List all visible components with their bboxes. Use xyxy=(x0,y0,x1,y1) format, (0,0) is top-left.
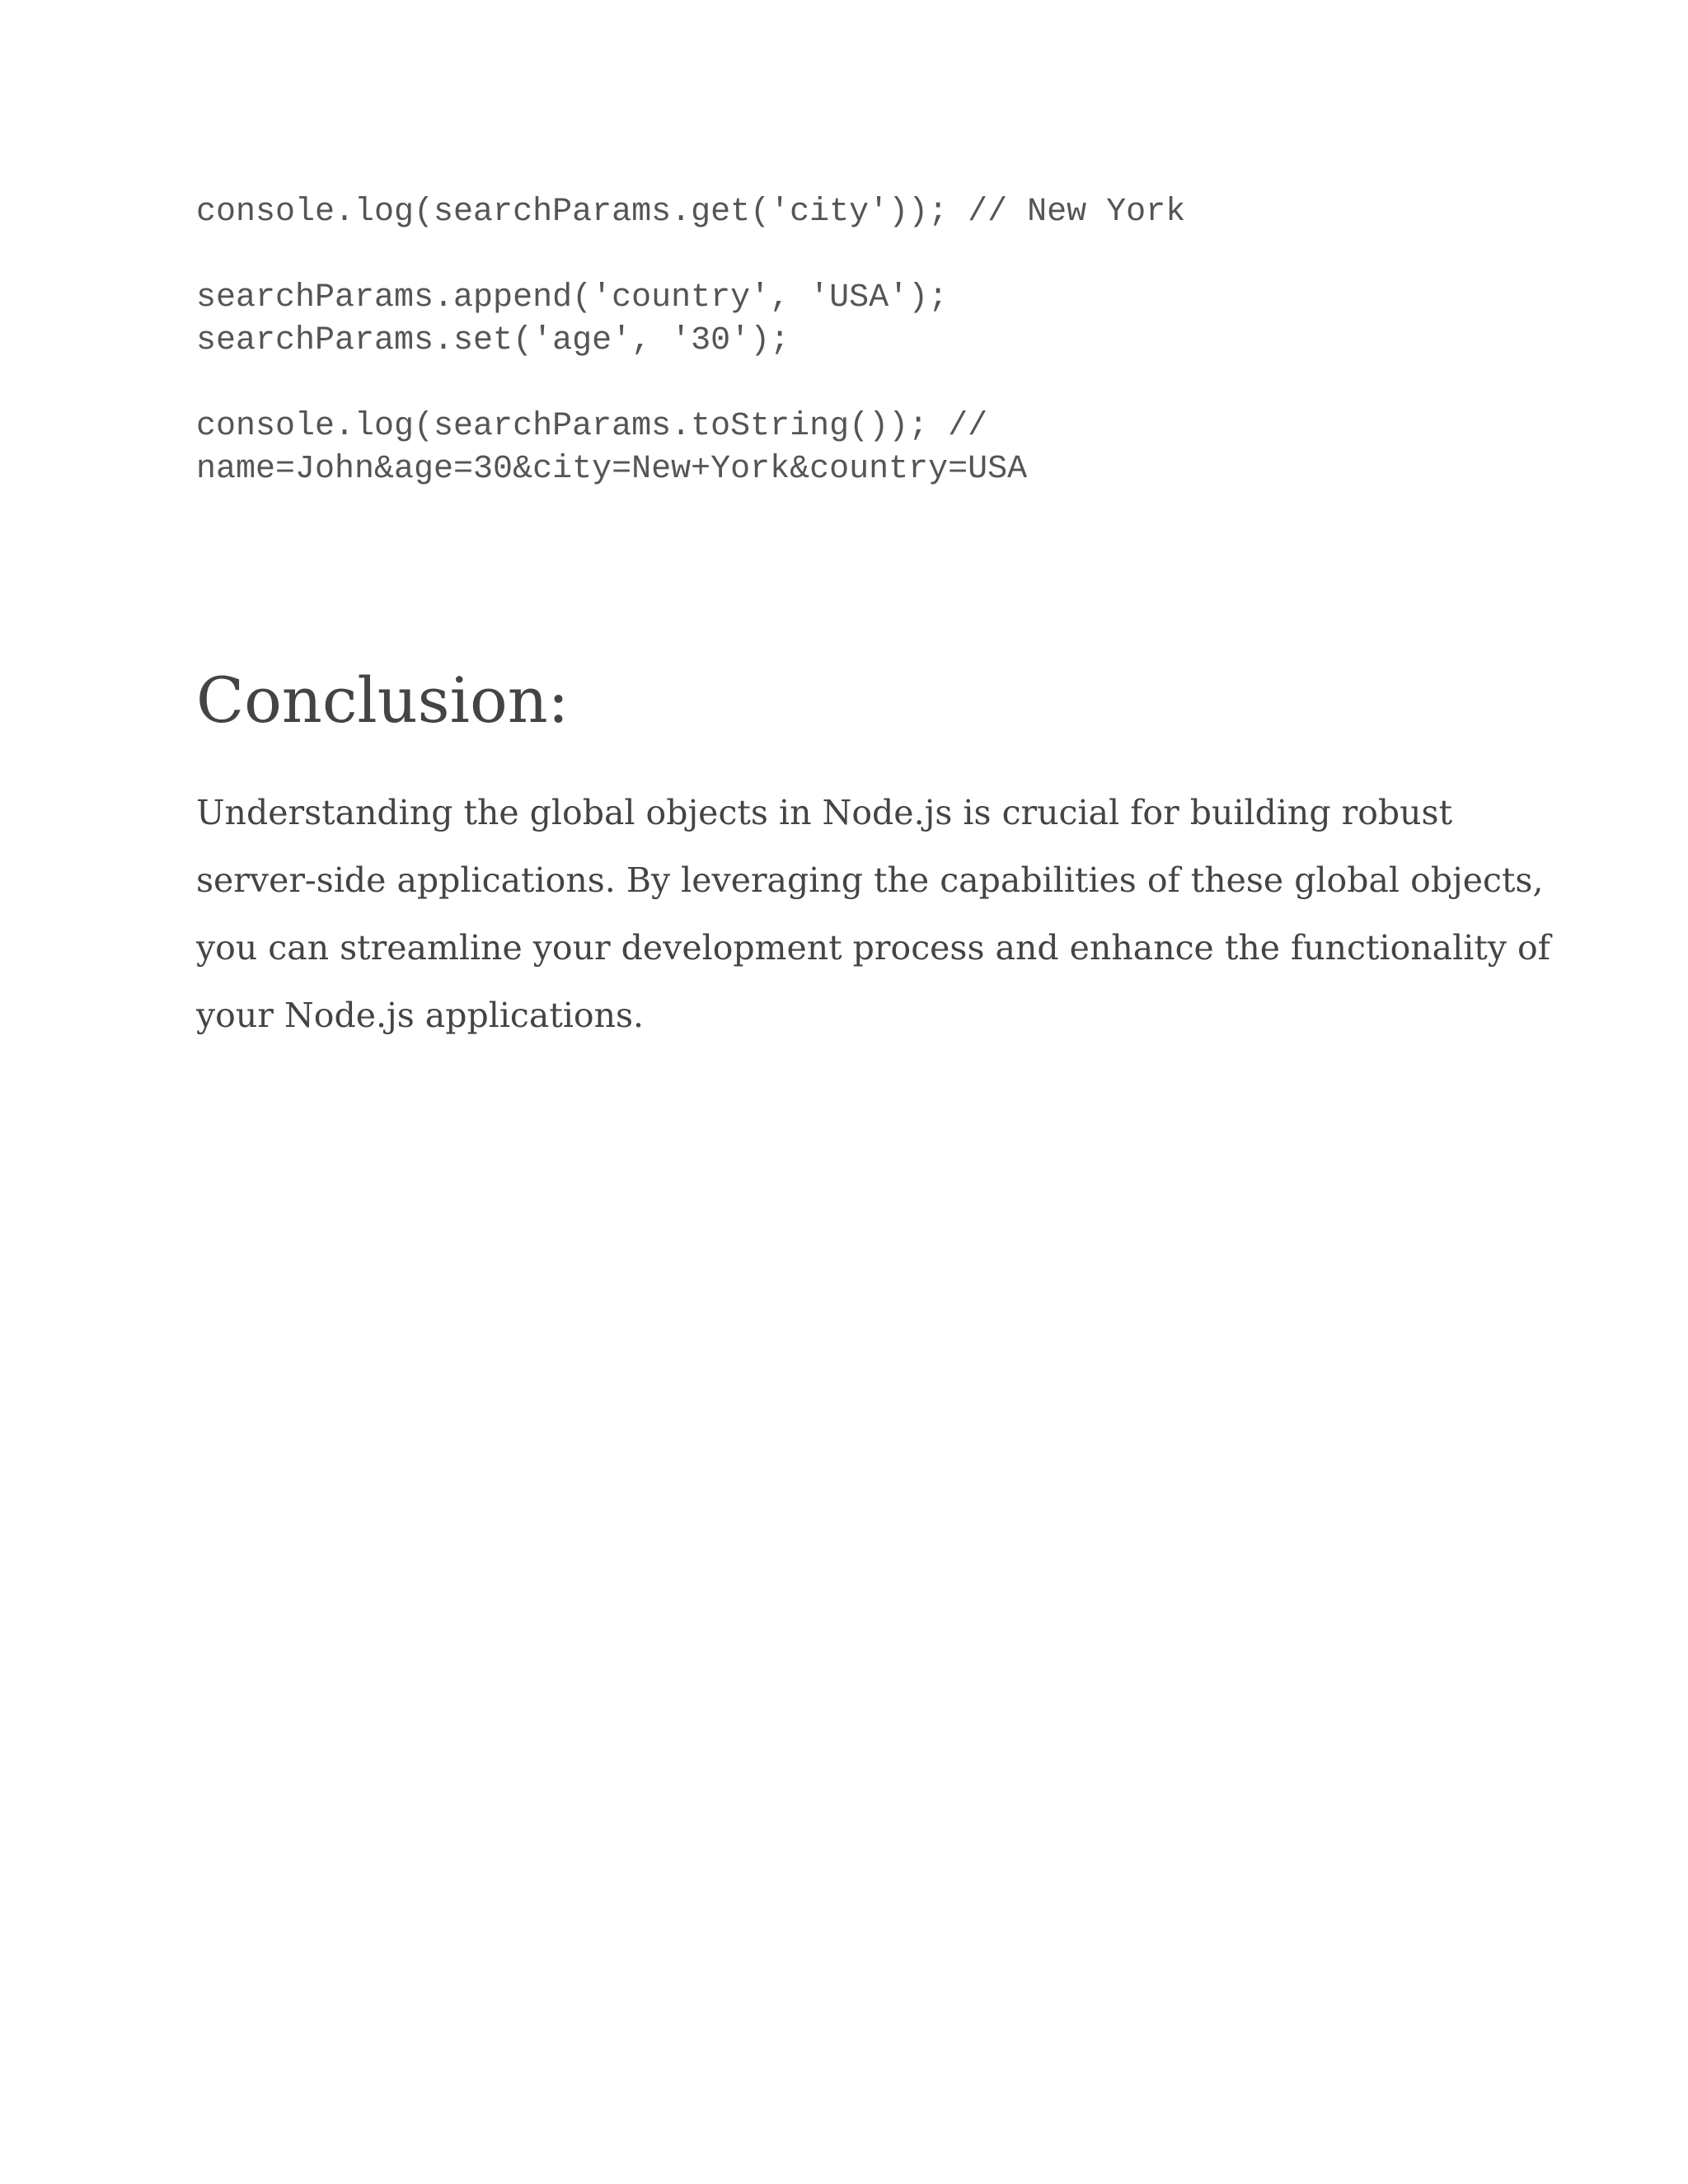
code-line xyxy=(196,234,1185,277)
code-line: console.log(searchParams.toString()); // xyxy=(196,408,988,445)
code-line: searchParams.set('age', '30'); xyxy=(196,322,790,359)
code-line: console.log(searchParams.get('city')); // New York xyxy=(196,194,1186,231)
conclusion-paragraph xyxy=(196,779,1550,1049)
paragraph-line: you can streamline your development process and enhance the functionality of xyxy=(196,928,1550,968)
conclusion-heading: Conclusion: xyxy=(196,663,570,737)
code-line: name=John&age=30&city=New+York&country=USA xyxy=(196,451,1028,488)
paragraph-line: server-side applications. By leveraging the capabilities of these global objects, xyxy=(196,860,1544,900)
code-line: searchParams.append('country', 'USA'); xyxy=(196,279,949,316)
code-line xyxy=(196,363,1185,405)
paragraph-line: your Node.js applications. xyxy=(196,996,645,1035)
paragraph-line: Understanding the global objects in Node.js is crucial for building robust xyxy=(196,793,1453,832)
code-block xyxy=(196,191,1185,491)
